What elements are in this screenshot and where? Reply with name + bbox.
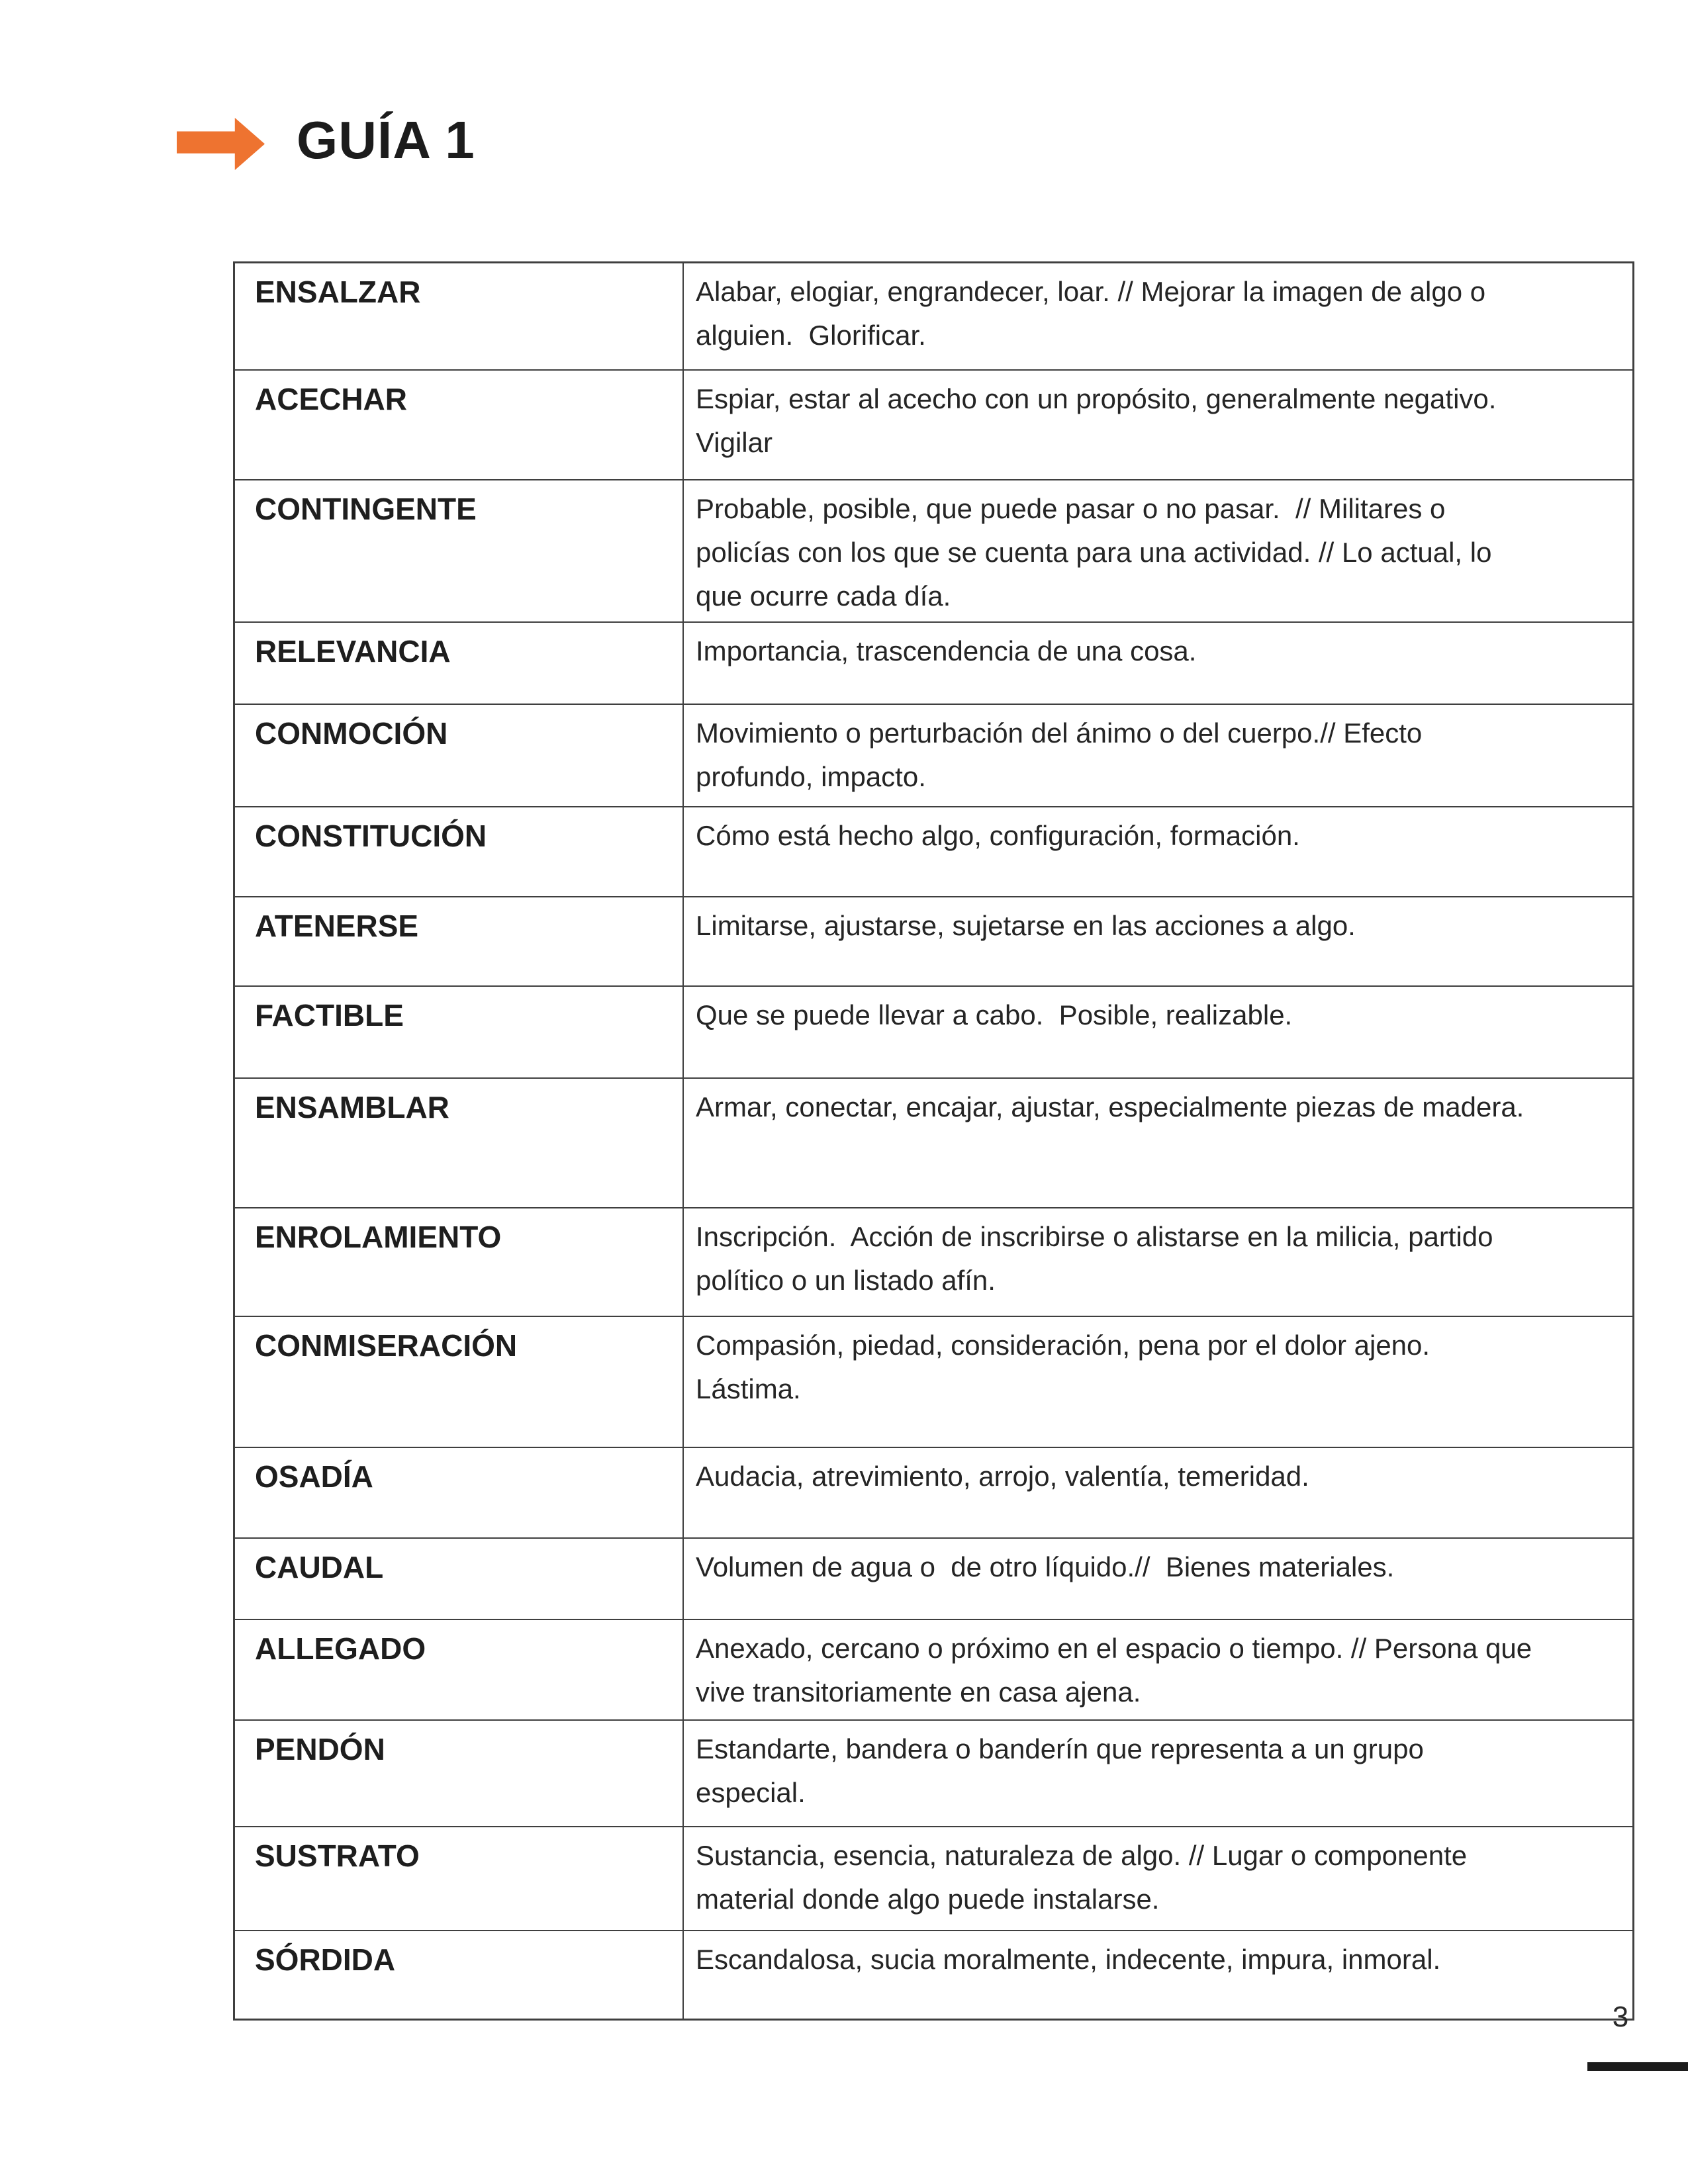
table-row [234, 1078, 1634, 1208]
term-cell: CONMOCIÓN [234, 704, 684, 807]
term-cell: OSADÍA [234, 1447, 684, 1538]
definition-cell: Sustancia, esencia, naturaleza de algo. // Lugar o componente material donde algo puede instalarse. [683, 1827, 1634, 1931]
definition-cell: Espiar, estar al acecho con un propósito, generalmente negativo. Vigilar [683, 370, 1634, 480]
table-row [234, 897, 1634, 986]
table-row [234, 986, 1634, 1078]
definition-cell: Compasión, piedad, consideración, pena por el dolor ajeno. Lástima. [683, 1316, 1634, 1447]
table-row [234, 1538, 1634, 1619]
definition-cell: Alabar, elogiar, engrandecer, loar. // Mejorar la imagen de algo o alguien. Glorificar. [683, 263, 1634, 370]
table-row [234, 704, 1634, 807]
term-cell: ACECHAR [234, 370, 684, 480]
table-row [234, 1316, 1634, 1447]
right-arrow-icon [177, 118, 265, 170]
term-cell: CONTINGENTE [234, 480, 684, 622]
table-row [234, 480, 1634, 622]
definition-cell: Movimiento o perturbación del ánimo o del cuerpo.// Efecto profundo, impacto. [683, 704, 1634, 807]
term-cell: CONMISERACIÓN [234, 1316, 684, 1447]
definition-cell: Anexado, cercano o próximo en el espacio o tiempo. // Persona que vive transitoriamente en casa ajena. [683, 1619, 1634, 1720]
term-cell: SÓRDIDA [234, 1931, 684, 2020]
term-cell: FACTIBLE [234, 986, 684, 1078]
table-row [234, 263, 1634, 370]
term-cell: CAUDAL [234, 1538, 684, 1619]
table-row [234, 1208, 1634, 1316]
page-number: 3 [1612, 2001, 1629, 2033]
definition-cell: Probable, posible, que puede pasar o no pasar. // Militares o policías con los que se cuenta para una actividad. // Lo actual, lo que ocurre cada día. [683, 480, 1634, 622]
term-cell: RELEVANCIA [234, 622, 684, 704]
term-cell: ENSALZAR [234, 263, 684, 370]
term-cell: SUSTRATO [234, 1827, 684, 1931]
page-title: GUÍA 1 [297, 111, 475, 169]
table-row [234, 1447, 1634, 1538]
footer-bar [1587, 2062, 1688, 2071]
table-row [234, 622, 1634, 704]
term-cell: ENROLAMIENTO [234, 1208, 684, 1316]
definition-cell: Importancia, trascendencia de una cosa. [683, 622, 1634, 704]
table-row [234, 1931, 1634, 2020]
definition-cell: Estandarte, bandera o banderín que representa a un grupo especial. [683, 1720, 1634, 1827]
definition-cell: Inscripción. Acción de inscribirse o alistarse en la milicia, partido político o un listado afín. [683, 1208, 1634, 1316]
page-header [0, 0, 1688, 212]
term-cell: ATENERSE [234, 897, 684, 986]
term-cell: ALLEGADO [234, 1619, 684, 1720]
definition-cell: Audacia, atrevimiento, arrojo, valentía, temeridad. [683, 1447, 1634, 1538]
definition-cell: Que se puede llevar a cabo. Posible, realizable. [683, 986, 1634, 1078]
definition-cell: Volumen de agua o de otro líquido.// Bienes materiales. [683, 1538, 1634, 1619]
table-row [234, 1720, 1634, 1827]
table-row [234, 1619, 1634, 1720]
term-cell: ENSAMBLAR [234, 1078, 684, 1208]
definition-cell: Escandalosa, sucia moralmente, indecente, impura, inmoral. [683, 1931, 1634, 2020]
term-cell: PENDÓN [234, 1720, 684, 1827]
definition-cell: Armar, conectar, encajar, ajustar, especialmente piezas de madera. [683, 1078, 1634, 1208]
table-row [234, 1827, 1634, 1931]
term-cell: CONSTITUCIÓN [234, 807, 684, 897]
definition-cell: Limitarse, ajustarse, sujetarse en las acciones a algo. [683, 897, 1634, 986]
table-row [234, 370, 1634, 480]
definition-cell: Cómo está hecho algo, configuración, formación. [683, 807, 1634, 897]
vocabulary-table [233, 261, 1634, 2021]
table-row [234, 807, 1634, 897]
